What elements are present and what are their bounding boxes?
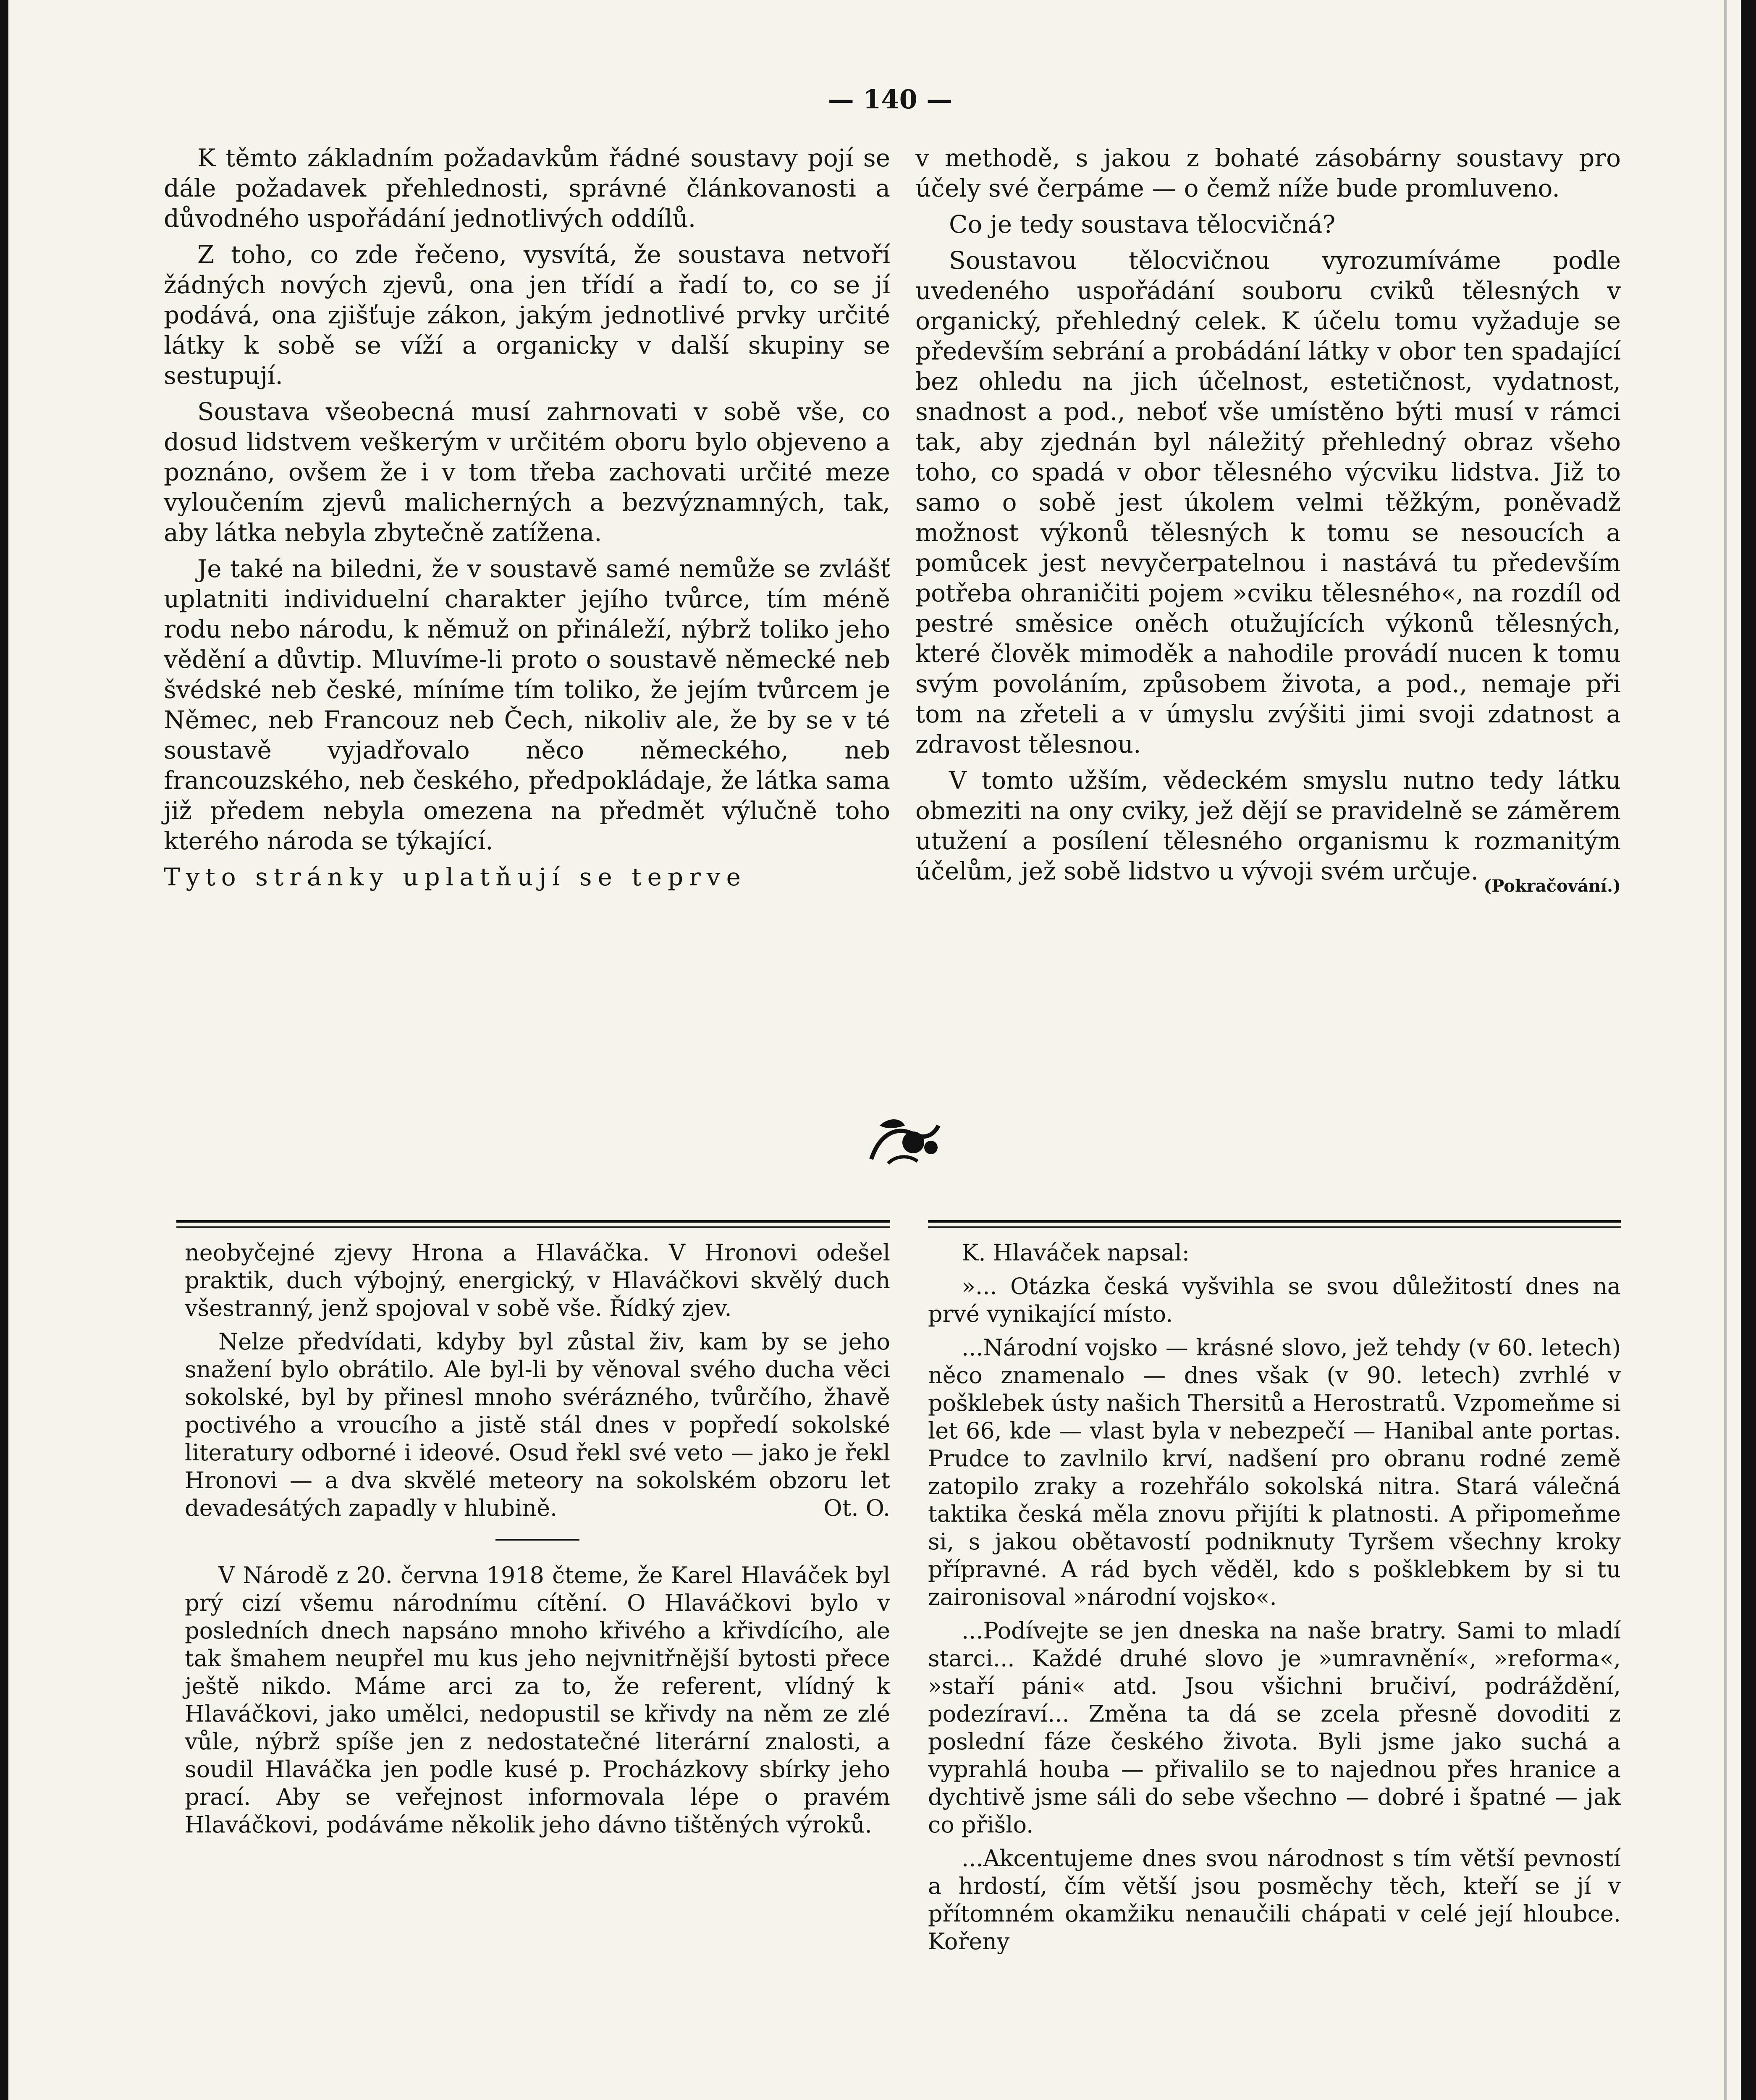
paragraph-text: Nelze předvídati, kdyby byl zůstal živ, kam by se jeho snažení bylo obrátilo. Ale byl-li by věnoval svého ducha věci sokolské, byl by přinesl mnoho svérázného, tvůrčího, žhavě poctivého a vroucího a jistě stál dnes v popředí sokolské literatury odborné i ideové. Osud řekl své veto — jako je řekl Hronovi — a dva skvělé meteory na sokolském obzoru let devadesátých zapadly v hlubině.	[185, 1328, 890, 1521]
paragraph: V Národě z 20. června 1918 čteme, že Karel Hlaváček byl prý cizí všemu národnímu cítění. O Hlaváčkovi bylo v posledních dnech napsáno mnoho křivého a křivdícího, ale tak šmahem neupřel mu kus jeho nejvnitřnější bytosti přece ještě nikdo. Máme arci za to, že referent, vlídný k Hlaváčkovi, jako umělci, nedopustil se křivdy na něm ze zlé vůle, nýbrž spíše jen z nedostatečné literární znalosti, a soudil Hlaváčka jen podle kusé p. Procházkovy sbírky jeho prací. Aby se veřejnost informovala lépe o pravém Hlaváčkovi, podáváme několik jeho dávno tištěných výroků.	[185, 1562, 890, 1838]
top-right-column	[915, 143, 1621, 901]
section-rule-right	[928, 1220, 1621, 1228]
bottom-right-column	[928, 1239, 1621, 1961]
paragraph	[185, 1328, 890, 1522]
page-number: — 140 —	[828, 84, 953, 115]
scan-edge-line	[1724, 0, 1727, 2100]
paragraph: V tomto užším, vědeckém smyslu nutno tedy látku obmeziti na ony cviky, jež dějí se pravidelně se záměrem utužení a posílení tělesného organismu k rozmanitým účelům, jež sobě lidstvo u vývoji svém určuje.	[915, 766, 1621, 885]
divider	[495, 1539, 579, 1541]
spaced-line: Tyto stránky uplatňují se teprve	[164, 863, 747, 891]
question: Co je tedy soustava tělocvičná?	[949, 210, 1336, 239]
quote-paragraph: »... Otázka česká vyšvihla se svou důležitostí dnes na prvé vynikající místo.	[928, 1273, 1621, 1327]
paragraph: K těmto základním požadavkům řádné soustavy pojí se dále požadavek přehlednosti, správné článkovanosti a důvodného uspořádání jednotlivých oddílů.	[164, 144, 890, 233]
paragraph: Z toho, co zde řečeno, vysvítá, že soustava netvoří žádných nových zjevů, ona jen třídí a řadí to, co se jí podává, ona zjišťuje zákon, jakým jednotlivé prvky určité látky k sobě se víží a organicky v další skupiny se sestupují.	[164, 240, 890, 390]
paragraph: Soustava všeobecná musí zahrnovati v sobě vše, co dosud lidstvem veškerým v určitém oboru bylo objeveno a poznáno, ovšem že i v tom třeba zachovati určité meze vyloučením zjevů malicherných a bezvýznamných, tak, aby látka nebyla zbytečně zatížena.	[164, 397, 890, 547]
paragraph: neobyčejné zjevy Hrona a Hlaváčka. V Hronovi odešel praktik, duch výbojný, energický, v Hlaváčkovi skvělý duch všestranný, jenž spojoval v sobě vše. Řídký zjev.	[185, 1239, 890, 1321]
paragraph: v methodě, s jakou z bohaté zásobárny soustavy pro účely své čerpáme — o čemž níže bude promluveno.	[915, 144, 1621, 202]
paragraph: Je také na biledni, že v soustavě samé nemůže se zvlášť uplatniti individuelní charakter jejího tvůrce, tím méně rodu nebo národu, k němuž on přináleží, nýbrž toliko jeho vědění a důvtip. Mluvíme-li proto o soustavě německé neb švédské neb české, míníme tím toliko, že jejím tvůrcem je Němec, neb Francouz neb Čech, nikoliv ale, že by se v té soustavě vyjadřovalo něco německého, neb francouzského, neb českého, předpokládaje, že látka sama již předem nebyla omezena na předmět výlučně toho kterého národa se týkající.	[164, 554, 890, 855]
paragraph: Soustavou tělocvičnou vyrozumíváme podle uvedeného uspořádání souboru cviků tělesných v organický, přehledný celek. K účelu tomu vyžaduje se především sebrání a probádání látky v obor ten spadající bez ohledu na jich účelnost, estetičnost, vydatnost, snadnost a pod., neboť vše umístěno býti musí v rámci tak, aby zjednán byl náležitý přehledný obraz všeho toho, co spadá v obor tělesného výcviku lidstva. Již to samo o sobě jest úkolem velmi těžkým, poněvadž možnost výkonů tělesných k tomu se nesoucích a pomůcek jest nevyčerpatelnou i nastává tu především potřeba ohraničiti pojem »cviku tělesného«, na rozdíl od pestré směsice oněch otužujících výkonů tělesných, které člověk mimoděk a nahodile provádí nucen k tomu svým povoláním, způsobem života, a pod., nemaje při tom na zřeteli a v úmyslu zvýšiti jimi svoji zdatnost a zdravost tělesnou.	[915, 246, 1621, 759]
quote-paragraph: ...Národní vojsko — krásné slovo, jež tehdy (v 60. letech) něco znamenalo — dnes však (v 90. letech) zvrhlé v pošklebek ústy našich Thersitů a Herostratů. Vzpomeňme si let 66, kde — vlast byla v nebezpečí — Hanibal ante portas. Prudce to zavlnilo krví, nadšení pro obranu rodné země zatopilo zraky a rozehřálo sokolská nitra. Stará válečná taktika česká měla znovu přijíti k platnosti. A připomeňme si, s jakou obětavostí podniknuty Tyršem všechny kroky přípravné. A rád bych věděl, kdo s pošklebkem by si tu zaironisoval »národní vojsko«.	[928, 1334, 1621, 1610]
bottom-left-column	[185, 1239, 890, 1845]
floral-ornament-icon	[863, 1109, 947, 1176]
section-rule-left	[176, 1220, 890, 1228]
scan-edge-left	[0, 0, 8, 2100]
continued-note: (Pokračování.)	[1483, 876, 1621, 896]
scan-edge-right	[1741, 0, 1756, 2100]
top-left-column	[164, 143, 890, 898]
author-signature: Ot. O.	[823, 1495, 890, 1521]
quote-paragraph: ...Podívejte se jen dneska na naše bratry. Sami to mladí starci... Každé druhé slovo je »umravnění«, »reforma«, »staří páni« atd. Jsou všichni bručiví, podráždění, podezíraví... Změna ta dá se zcela přesně dovoditi z poslední fáze českého života. Byli jsme jako suchá a vyprahlá houba — přivalilo se to najednou přes hranice a dychtivě jsme sáli do sebe všechno — dobré i špatné — jak co přišlo.	[928, 1617, 1621, 1838]
quote-paragraph: ...Akcentujeme dnes svou národnost s tím větší pevností a hrdostí, čím větší jsou posměchy těch, kteří se jí v přítomném okamžiku nenaučili chápati v celé její hloubce. Kořeny	[928, 1845, 1621, 1955]
paragraph: K. Hlaváček napsal:	[962, 1239, 1190, 1266]
